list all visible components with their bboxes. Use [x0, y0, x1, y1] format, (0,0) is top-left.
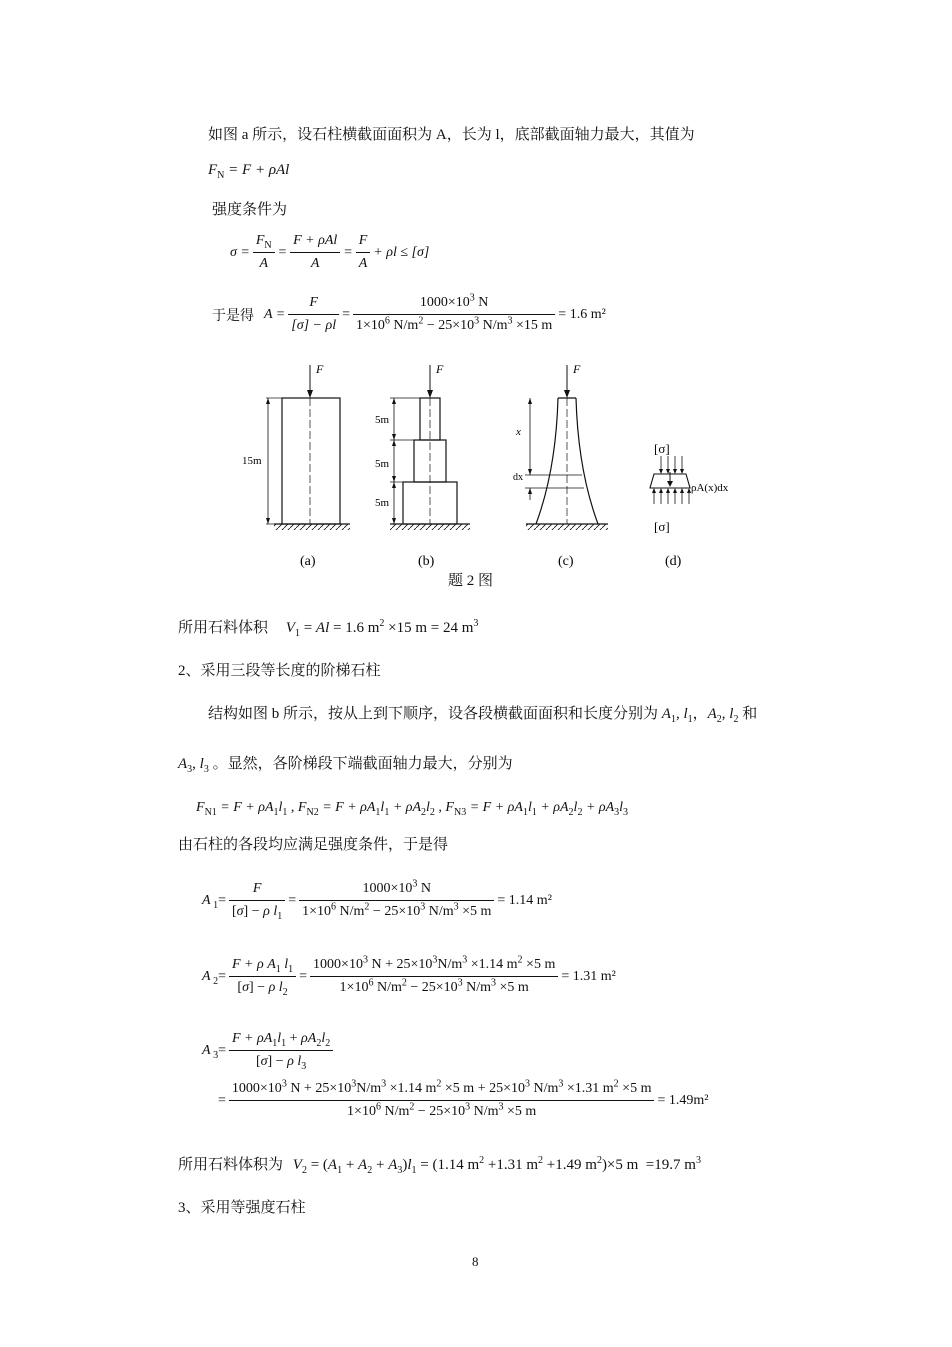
paragraph-strength-condition: 强度条件为	[212, 202, 288, 218]
height-label-5m-top: 5m	[375, 414, 390, 426]
height-label-15m: 15m	[242, 455, 262, 467]
figure-label-d: (d)	[665, 554, 682, 569]
figure-d	[650, 441, 729, 534]
heading-stepped-column: 2、采用三段等长度的阶梯石柱	[178, 663, 381, 679]
paragraph-intro: 如图 a 所示，设石柱横截面面积为 A，长为 l，底部截面轴力最大，其值为	[208, 127, 695, 143]
equation-area-solid: 于是得 A = $\frac{F}{[\sigma] - \rho l}$ = $\frac{1000\times 10^3 N}{1\times 10^6 N/m^2 - 25\times 10^3 N/m^3 \times 15 m}$ = 1.6 m²	[212, 292, 606, 333]
equation-a3-value: = $1000\times 10^3$ $N + 25\times 10^3N/m^3 \times 1.14$ $m^2 \times 5$ $m + 25\times 10^3$ $N/m^3 \times 1.31$ $m^2 \times 5$ m $1\times 10^6$ $N/m^2 - 25\times 10^3$ $N/m^3 \times 5$ m = 1.49m²	[218, 1078, 709, 1119]
label-yushi: 于是得	[212, 308, 254, 324]
result-a2: = 1.31 m²	[561, 968, 616, 984]
label-volume-v1: 所用石料体积	[178, 620, 269, 636]
result-a3: = 1.49m²	[657, 1092, 709, 1108]
equation-axial-force: $F_N = F + \rho Al$	[208, 162, 290, 181]
figure-caption: 题 2 图	[448, 573, 494, 589]
page-number: 8	[472, 1254, 479, 1269]
sigma-top-label: [σ]	[654, 441, 670, 456]
figure-label-b: (b)	[418, 554, 435, 569]
height-label-5m-bot: 5m	[375, 497, 390, 509]
paragraph-each-segment: 由石柱的各段均应满足强度条件，于是得	[178, 837, 449, 853]
force-label-a: F	[316, 362, 324, 376]
volume-v1-line: 所用石料体积 $V_1 = Al = 1.6$ $m^2 \times 15$ m = 24 $m^3$	[178, 618, 479, 639]
force-label-b: F	[436, 362, 444, 376]
label-dx: dx	[513, 472, 523, 483]
paragraph-structure-b: 结构如图 b 所示，按从上到下顺序，设各段横截面面积和长度分别为 $A_1$, $l_1$，$A_2$, $l_2$ 和	[208, 706, 758, 725]
heading-equal-strength: 3、采用等强度石柱	[178, 1200, 306, 1216]
weight-element-label: ρA(x)dx	[691, 482, 729, 494]
figure-b	[375, 362, 470, 530]
equation-strength: σ = $\frac{F_N}{A}$ = $\frac{\text{F + ρAl}}{A}$ = $\frac{F}{A}$ + ρl ≤ [σ]	[230, 233, 430, 271]
equation-axial-forces: $F_{N1} = F + \rho A_1l_1$ , $F_{N2} = F + \rho A_1l_1 + \rho A_2l_2$ , $F_{N3} = F + \rho A_1l_1 + \rho A_2l_2 + \rho A_3l_3$	[196, 800, 629, 818]
volume-v2-line: 所用石料体积为 $V_2 = (A_1 + A_2 + A_3)l_1 = (1.14$ $m^2 +1.31$ $m^2 +1.49$ $m^2)\times 5$ m =19.7 $m^3$	[178, 1155, 701, 1176]
figure-c	[513, 362, 608, 530]
result-a1: = 1.14 m²	[497, 892, 552, 908]
height-label-5m-mid: 5m	[375, 458, 390, 470]
equation-a1: A $_1$= $\frac{F}{[\sigma] - \rho l_1}$ = $\frac{1000\times 10^3 N}{1\times 10^6 N/m^2 - 25\times 10^3 N/m^3 \times 5 m}$ = 1.14 m²	[202, 878, 552, 922]
figure-columns	[230, 360, 770, 600]
paragraph-structure-b2: $A_3$, $l_3$ 。显然，各阶梯段下端截面轴力最大，分别为	[178, 756, 513, 775]
force-label-c: F	[573, 362, 581, 376]
label-volume-v2: 所用石料体积为	[178, 1157, 284, 1173]
label-x: x	[516, 426, 521, 438]
figure-a	[242, 362, 350, 530]
figure-label-c: (c)	[558, 554, 574, 569]
figure-label-a: (a)	[300, 554, 316, 569]
equation-a3-def: A $_3$= $\frac{F + \rho A_1l_1 + \rho A_2l_2}{[\sigma] - \rho l_3}$	[202, 1030, 336, 1071]
sigma-bottom-label: [σ]	[654, 519, 670, 534]
result-area-solid: = 1.6 m²	[558, 306, 606, 322]
equation-a2: A $_2$= $\frac{F + \rho A_1 l_1}{[\sigma] - \rho l_2}$ = $\frac{1000\times 10^3 N + 25\times 10^3N/m^3 \times 1.14 m^2 \times 5 m}{1\times 10^6 N/m^2 - 25\times 10^3 N/m^3 \times 5 m}$ = 1.31 m²	[202, 954, 616, 998]
